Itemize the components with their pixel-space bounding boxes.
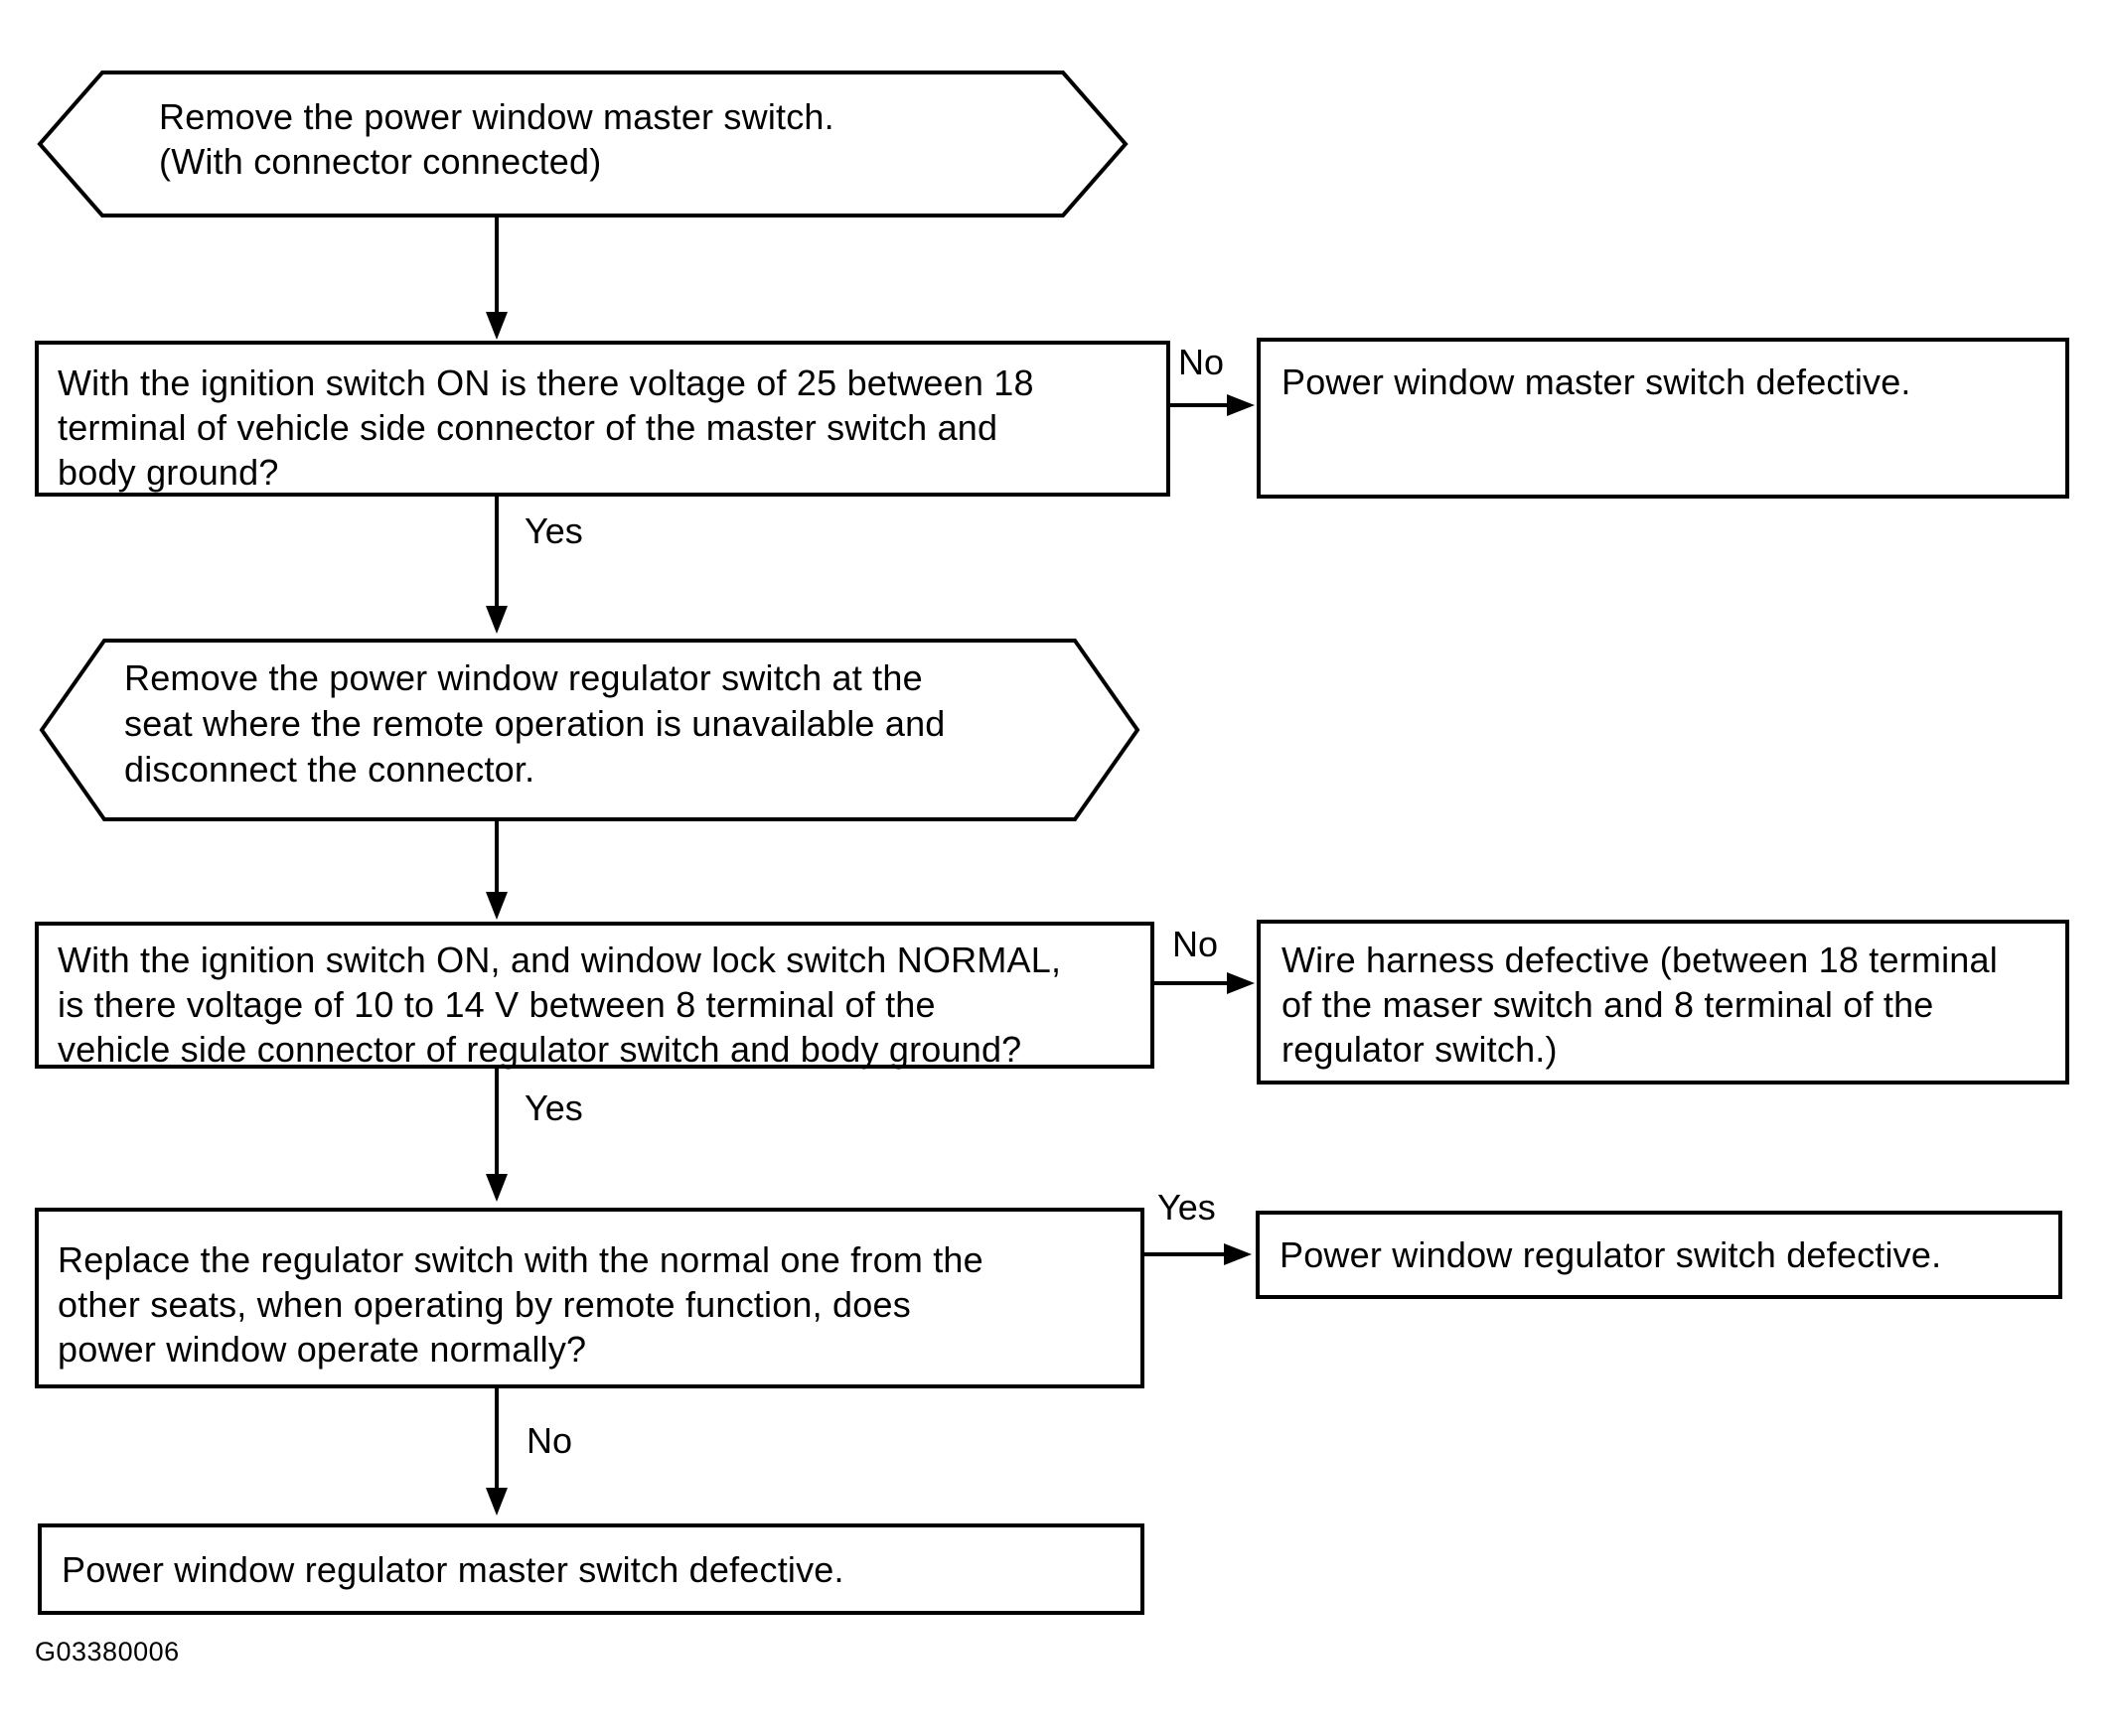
arrow-q1-no-to-r1 (1170, 394, 1255, 416)
edge-label-q3-yes: Yes (1157, 1187, 1216, 1228)
figure-id-label: G03380006 (35, 1637, 180, 1666)
arrow-q2-yes-to-q3 (486, 1069, 508, 1202)
decision-q2-line: is there voltage of 10 to 14 V between 8 terminal of the (58, 984, 936, 1025)
edge-label-q3-no: No (527, 1420, 573, 1461)
edge-label-q1-no: No (1178, 342, 1225, 382)
prep-step-1-line: (With connector connected) (159, 141, 602, 182)
arrow-q1-yes-to-step2 (486, 497, 508, 634)
result-r2-line: regulator switch.) (1281, 1029, 1558, 1070)
result-r2-line: of the maser switch and 8 terminal of the (1281, 984, 1934, 1025)
prep-step-2-line: Remove the power window regulator switch at the (124, 657, 923, 698)
result-r3-line: Power window regulator switch defective. (1280, 1234, 1942, 1275)
decision-q3-line: Replace the regulator switch with the normal one from the (58, 1239, 983, 1280)
edge-label-q2-yes: Yes (525, 1087, 583, 1128)
arrow-step1-to-q1 (486, 216, 508, 340)
result-final-text (62, 1547, 844, 1592)
decision-q2-text (58, 938, 1061, 1072)
result-box-final (38, 1523, 1144, 1615)
result-r2-line: Wire harness defective (between 18 terminal (1281, 940, 1998, 980)
arrow-q3-no-to-final (486, 1388, 508, 1516)
decision-q1-line: terminal of vehicle side connector of the master switch and (58, 407, 998, 448)
edge-label-q1-yes: Yes (525, 510, 583, 551)
result-r1-line: Power window master switch defective. (1281, 362, 1911, 402)
edge-label-q2-no: No (1172, 924, 1219, 964)
decision-q1-line: With the ignition switch ON is there voltage of 25 between 18 (58, 362, 1034, 403)
result-r1-text (1281, 360, 1911, 404)
prep-step-2-text (124, 655, 946, 793)
decision-q2-line: With the ignition switch ON, and window lock switch NORMAL, (58, 940, 1062, 980)
result-final-line: Power window regulator master switch defective. (62, 1548, 844, 1590)
decision-q3-line: power window operate normally? (58, 1329, 587, 1370)
decision-q2-line: vehicle side connector of regulator switch and body ground? (58, 1029, 1022, 1070)
arrow-q3-yes-to-r3 (1144, 1243, 1252, 1265)
decision-q1-line: body ground? (58, 452, 279, 493)
prep-step-2-line: seat where the remote operation is unavailable and (124, 703, 946, 744)
prep-step-1-text (159, 94, 834, 184)
result-r2-text (1281, 938, 1998, 1072)
result-r3-text (1280, 1232, 1941, 1277)
arrow-q2-no-to-r2 (1154, 972, 1255, 994)
prep-step-1-line: Remove the power window master switch. (159, 96, 834, 137)
result-box-r3 (1256, 1211, 2062, 1299)
arrow-step2-to-q2 (486, 819, 508, 920)
decision-q1-text (58, 361, 1034, 495)
decision-q3-line: other seats, when operating by remote function, does (58, 1284, 911, 1325)
decision-q3-text (58, 1237, 983, 1372)
prep-step-2-line: disconnect the connector. (124, 749, 535, 790)
